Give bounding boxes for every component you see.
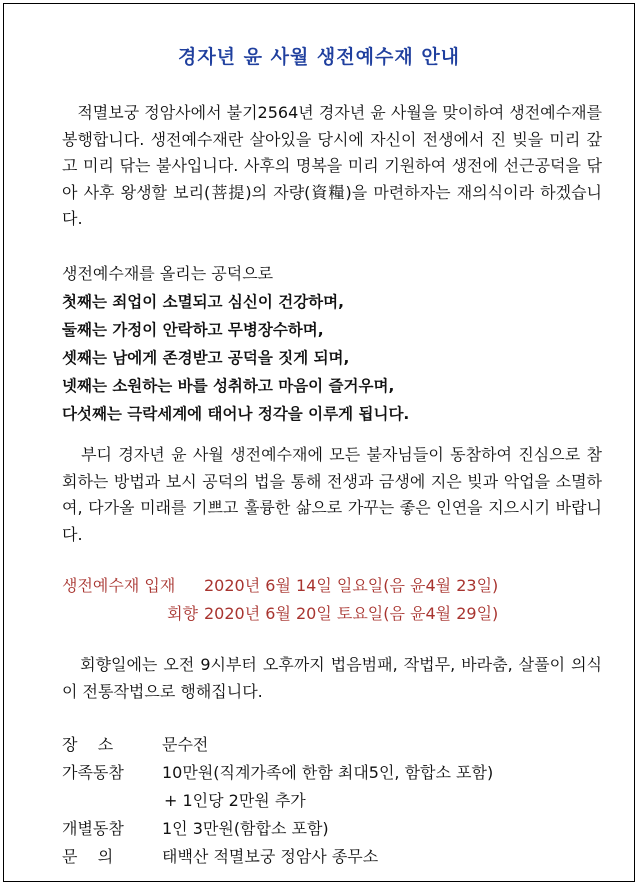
merit-item: 둘째는 가정이 안락하고 무병장수하며, bbox=[62, 321, 324, 339]
ceremony-dates bbox=[62, 572, 498, 628]
contact-value: 태백산 적멸보궁 정암사 종무소 bbox=[162, 847, 379, 866]
family-value: 10만원(직계가족에 한함 최대5인, 함합소 포함) bbox=[162, 763, 494, 782]
info-row-place bbox=[62, 731, 493, 759]
info-row-family bbox=[62, 759, 493, 787]
closing-text: 부디 경자년 윤 사월 생전예수재에 모든 불자님들이 동참하여 진심으로 참회하는 방법과 보시 공덕의 법을 통해 전생과 금생에 지은 빚과 악업을 소멸하여, 다가올 미래를 기쁘고 훌륭한 삶으로 가꾸는 좋은 인연을 지으시기 바랍니다. bbox=[62, 445, 602, 544]
entry-date-value: 2020년 6월 14일 일요일(음 윤4월 23일) bbox=[204, 576, 499, 595]
intro-text: 적멸보궁 정암사에서 불기2564년 경자년 윤 사월을 맞이하여 생전예수재를 봉행합니다. 생전예수재란 살아있을 당시에 자신이 전생에서 진 빚을 미리 갚고 미리 닦는 불사입니다. 사후의 명복을 미리 기원하여 생전에 선근공덕을 닦아 사후 왕생할 보리(菩提)의 자량(資糧)을 마련하자는 재의식이라 하겠습니다. bbox=[62, 103, 603, 228]
family-extra-value: + 1인당 2만원 추가 bbox=[164, 791, 306, 810]
merit-item: 넷째는 소원하는 바를 성취하고 마음이 즐거우며, bbox=[62, 377, 395, 395]
info-row-contact bbox=[62, 843, 493, 871]
contact-label: 문 의 bbox=[62, 847, 114, 866]
entry-date-row bbox=[62, 572, 498, 600]
notice-text: 회향일에는 오전 9시부터 오후까지 법음범패, 작법무, 바라춤, 살풀이 의식이 전통작법으로 행해집니다. bbox=[62, 655, 602, 701]
notice-document bbox=[3, 3, 635, 882]
family-label: 가족동참 bbox=[62, 763, 124, 782]
page-title: 경자년 윤 사월 생전예수재 안내 bbox=[177, 46, 461, 68]
end-date-value: 2020년 6월 20일 토요일(음 윤4월 29일) bbox=[204, 604, 499, 623]
place-value: 문수전 bbox=[162, 735, 209, 754]
entry-date-label: 생전예수재 입재 bbox=[62, 576, 176, 595]
merits-list bbox=[62, 288, 409, 428]
info-row-family-extra bbox=[62, 787, 493, 815]
info-row-individual bbox=[62, 815, 493, 843]
merit-item: 다섯째는 극락세계에 태어나 정각을 이루게 됩니다. bbox=[62, 405, 410, 423]
end-date-label: 회향 bbox=[167, 604, 198, 623]
place-label: 장 소 bbox=[62, 735, 114, 754]
intro-paragraph bbox=[62, 100, 602, 233]
closing-paragraph bbox=[62, 442, 602, 548]
merits-heading: 생전예수재를 올리는 공덕으로 bbox=[62, 264, 274, 283]
merit-item: 첫째는 죄업이 소멸되고 심신이 건강하며, bbox=[62, 293, 345, 311]
merit-item: 셋째는 남에게 존경받고 공덕을 짓게 되며, bbox=[62, 349, 350, 367]
notice-paragraph bbox=[62, 652, 602, 705]
individual-label: 개별동참 bbox=[62, 819, 124, 838]
end-date-row bbox=[62, 600, 498, 628]
info-table bbox=[62, 731, 493, 871]
individual-value: 1인 3만원(함합소 포함) bbox=[162, 819, 329, 838]
